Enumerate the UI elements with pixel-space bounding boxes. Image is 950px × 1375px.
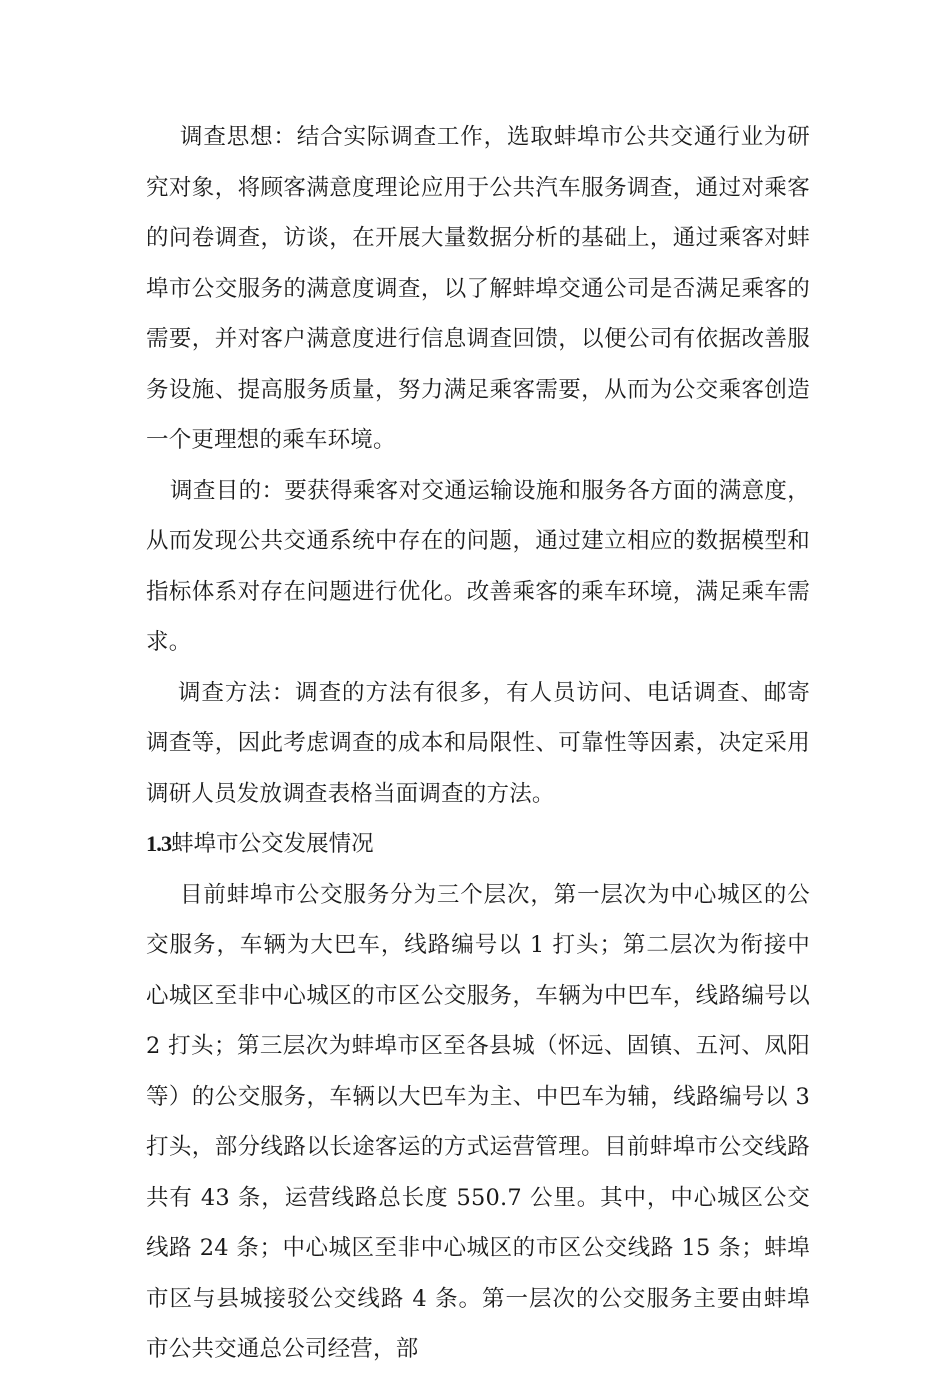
paragraph-survey-method: 调查方法：调查的方法有很多，有人员访问、电话调查、邮寄调查等，因此考虑调查的成本和局限性、可靠性等因素，决定采用调研人员发放调查表格当面调查的方法。 [146, 679, 810, 807]
paragraph-survey-idea: 调查思想：结合实际调查工作，选取蚌埠市公共交通行业为研究对象，将顾客满意度理论应用于公共汽车服务调查，通过对乘客的问卷调查，访谈，在开展大量数据分析的基础上，通过乘客对蚌埠市公交服务的满意度调查，以了解蚌埠交通公司是否满足乘客的需要，并对客户满意度进行信息调查回馈，以便公司有依据改善服务设施、提高服务质量，努力满足乘客需要，从而为公交乘客创造一个更理想的乘车环境。 [146, 124, 810, 453]
paragraph-bus-development: 目前蚌埠市公交服务分为三个层次，第一层次为中心城区的公交服务，车辆为大巴车，线路编号以 1 打头；第二层次为衔接中心城区至非中心城区的市区公交服务，车辆为中巴车，线路编号以 2 打头；第三层次为蚌埠市区至各县城（怀远、固镇、五河、凤阳等）的公交服务，车辆以大巴车为主、中巴车为辅，线路编号以 3 打头，部分线路以长途客运的方式运营管理。目前蚌埠市公交线路共有 43 条，运营线路总长度 550.7 公里。其中，中心城区公交线路 24 条；中心城区至非中心城区的市区公交线路 15 条；蚌埠市区与县城接驳公交线路 4 条。第一层次的公交服务主要由蚌埠市公共交通总公司经营，部 [146, 881, 810, 1362]
section-heading [146, 819, 810, 870]
paragraph-survey-purpose: 调查目的：要获得乘客对交通运输设施和服务各方面的满意度，从而发现公共交通系统中存在的问题，通过建立相应的数据模型和指标体系对存在问题进行优化。改善乘客的乘车环境，满足乘车需求。 [146, 477, 810, 655]
section-title: 蚌埠市公交发展情况 [171, 831, 374, 856]
section-number: 1.3 [146, 831, 172, 856]
document-body [146, 112, 810, 1375]
